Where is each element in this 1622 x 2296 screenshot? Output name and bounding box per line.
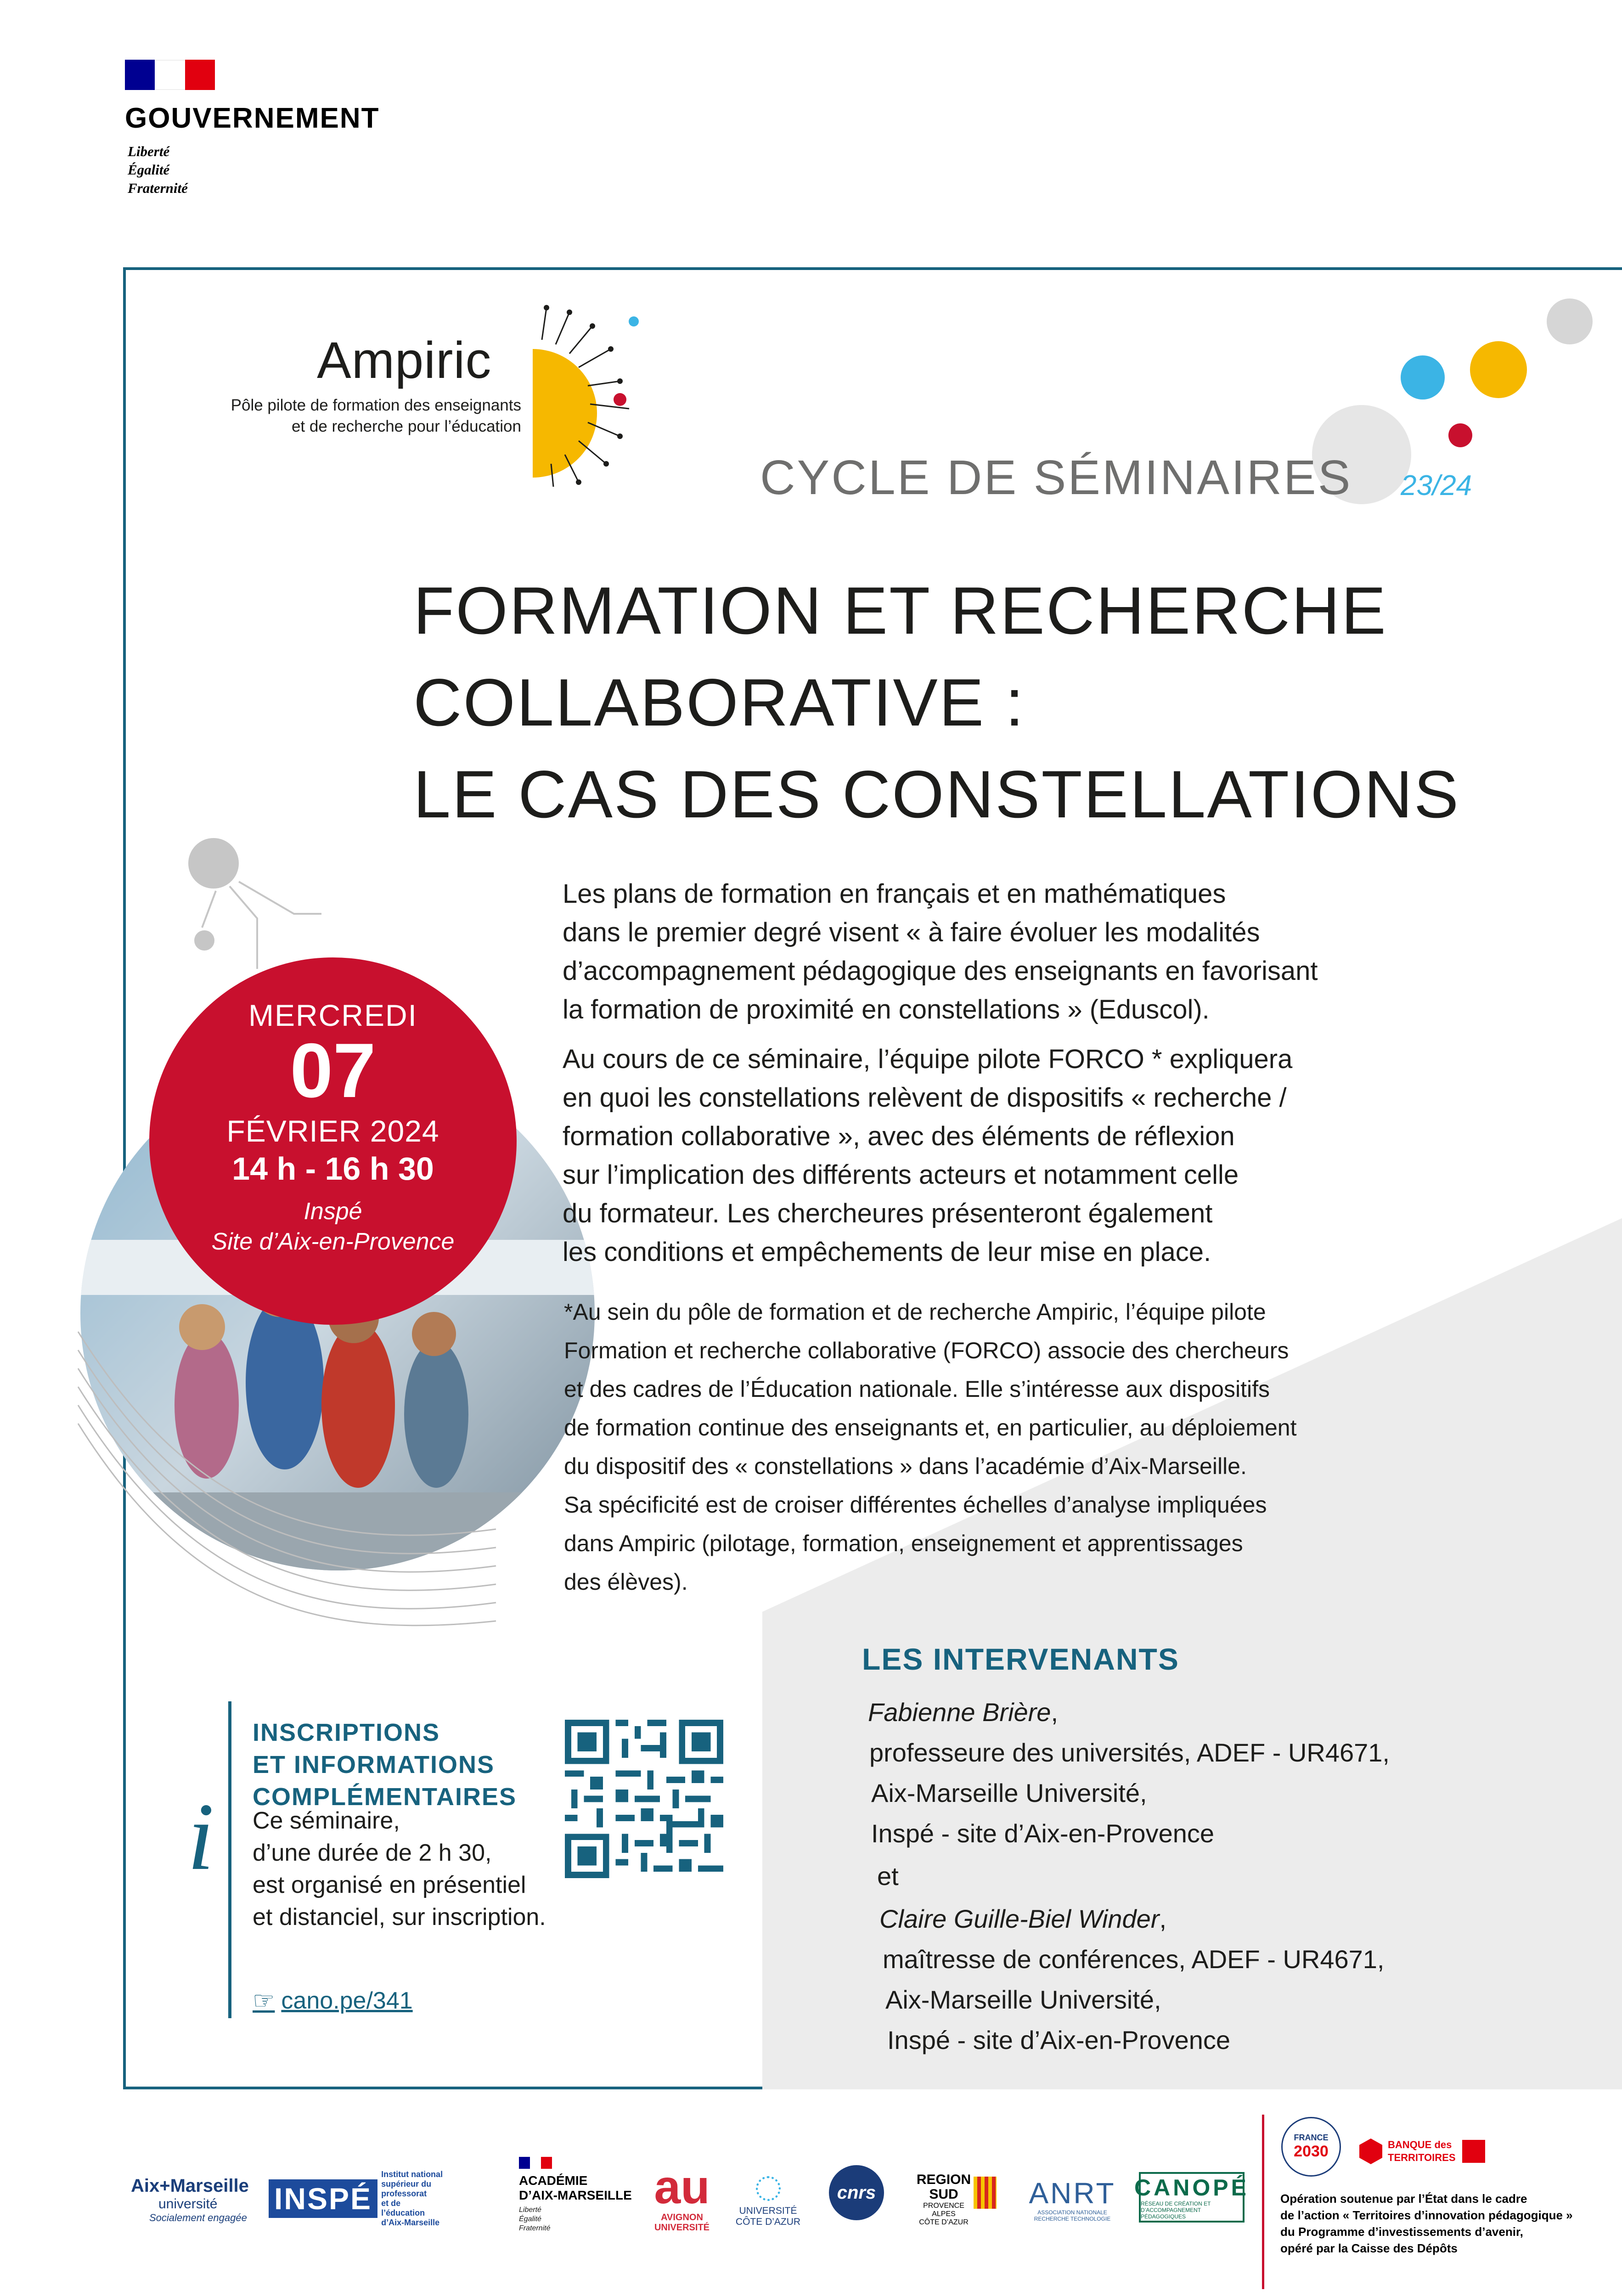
canope-logo: CANOPÉ RÉSEAU DE CRÉATION ET D’ACCOMPAGNEMENT PÉDAGOGIQUES xyxy=(1139,2172,1245,2223)
aix-marseille-universite-logo: Aix+Marseille université Socialement engagée xyxy=(131,2175,249,2223)
inspe-logo: INSPÉ Institut national supérieur du professorat et de l’éducation d’Aix-Marseille xyxy=(269,2178,443,2220)
date-day: 07 xyxy=(290,1027,376,1114)
speakers-heading: LES INTERVENANTS xyxy=(862,1642,1179,1676)
speaker-2-role: maîtresse de conférences, ADEF - UR4671, xyxy=(883,1945,1385,1974)
info-title: INSCRIPTIONS ET INFORMATIONS COMPLÉMENTAIRES xyxy=(253,1719,517,1811)
page-title: FORMATION ET RECHERCHE COLLABORATIVE : LE CAS DES CONSTELLATIONS xyxy=(413,573,1460,832)
avignon-universite-logo: au AVIGNON UNIVERSITÉ xyxy=(654,2161,710,2233)
caisse-des-depots-icon xyxy=(1462,2140,1485,2163)
date-weekday: MERCREDI xyxy=(248,998,417,1032)
ampiric-name: Ampiric xyxy=(317,332,492,389)
date-time: 14 h - 16 h 30 xyxy=(232,1151,434,1187)
speaker-2-site: Inspé - site d’Aix-en-Provence xyxy=(887,2026,1231,2054)
ampiric-logo-icon xyxy=(514,294,652,487)
info-divider xyxy=(228,1701,231,2018)
universite-cote-azur-logo: UNIVERSITÉ CÔTE D’AZUR xyxy=(735,2170,801,2234)
speaker-2-name-line: Claire Guille-Biel Winder, xyxy=(879,1904,1167,1933)
registration-link[interactable]: ☞ cano.pe/341 xyxy=(253,1987,413,2015)
speaker-1-name: Fabienne Brière xyxy=(868,1698,1051,1727)
date-place: Inspé Site d’Aix-en-Provence xyxy=(211,1198,455,1255)
cnrs-logo: cnrs xyxy=(829,2165,884,2220)
info-text: Ce séminaire, d’une durée de 2 h 30, est organisé en présentiel et distanciel, sur inscription. xyxy=(253,1807,546,1930)
ampiric-subtitle: Pôle pilote de formation des enseignants et de recherche pour l’éducation xyxy=(231,396,521,435)
cycle-label: CYCLE DE SÉMINAIRES xyxy=(760,450,1352,505)
speakers-conjunction: et xyxy=(877,1862,899,1891)
info-icon: i xyxy=(187,1784,214,1890)
date-badge xyxy=(149,957,517,1325)
hexagon-icon xyxy=(1359,2138,1382,2164)
intro-paragraph: Les plans de formation en français et en mathématiques dans le premier degré visent « à faire évoluer les modalités d’accompagnement pédagogique des enseignants en favorisant la formation de proximité en constellations » (Eduscol). xyxy=(563,879,1318,1024)
operation-note: Opération soutenue par l’État dans le cadre de l’action « Territoires d’innovation pédagogique » du Programme d’investissements d’avenir, opéré par la Caisse des Dépôts xyxy=(1280,2192,1573,2255)
speaker-1-role: professeure des universités, ADEF - UR4671, xyxy=(869,1738,1390,1767)
footer-separator xyxy=(1262,2115,1264,2289)
government-motto: Liberté Égalité Fraternité xyxy=(128,143,188,196)
qr-code[interactable] xyxy=(565,1720,723,1878)
speaker-1-name-line: Fabienne Brière, xyxy=(868,1698,1059,1727)
region-blazon-icon xyxy=(974,2177,997,2209)
date-month-year: FÉVRIER 2024 xyxy=(226,1114,439,1148)
cycle-year: 23/24 xyxy=(1401,470,1472,501)
region-sud-logo: REGION SUD PROVENCE ALPES CÔTE D’AZUR xyxy=(900,2163,987,2236)
seminar-paragraph: Au cours de ce séminaire, l’équipe pilote FORCO * expliquera en quoi les constellations relèvent de dispositifs « recherche / formation collaborative », avec des éléments de réflexion sur l’implication des différents acteurs et notamment celle du formateur. Les chercheures présenteront également les conditions et empêchements de leur mise en place. xyxy=(563,1044,1293,1267)
academie-aix-marseille-logo: ACADÉMIE D’AIX-MARSEILLE Liberté Égalité Fraternité xyxy=(519,2156,643,2234)
speaker-1-site: Inspé - site d’Aix-en-Provence xyxy=(871,1819,1215,1848)
speaker-2-university: Aix-Marseille Université, xyxy=(885,1985,1161,2014)
anrt-logo: ANRT ASSOCIATION NATIONALE RECHERCHE TECHNOLOGIE xyxy=(1029,2177,1116,2222)
banque-des-territoires-logo: BANQUE des TERRITOIRES xyxy=(1359,2131,1518,2172)
france-2030-logo: FRANCE 2030 xyxy=(1281,2117,1341,2177)
uca-dots-icon xyxy=(756,2176,781,2201)
speaker-1-university: Aix-Marseille Université, xyxy=(871,1778,1147,1807)
forco-footnote-paragraph: *Au sein du pôle de formation et de recherche Ampiric, l’équipe pilote Formation et recherche collaborative (FORCO) associe des chercheurs et des cadres de l’Éducation nationale. Elle s’intéresse aux dispositifs de formation continue des enseignants et, en particulier, au déploiement du dispositif des « constellations » dans l’académie d’Aix-Marseille. Sa spécificité est de croiser différentes échelles d’analyse impliquées dans Ampiric (pilotage, formation, enseignement et apprentissages des élèves). xyxy=(564,1299,1297,1595)
french-flag-icon xyxy=(519,2157,552,2169)
speaker-2-name: Claire Guille-Biel Winder xyxy=(879,1904,1160,1933)
government-title: GOUVERNEMENT xyxy=(125,102,380,134)
pointing-hand-icon: ☞ xyxy=(253,1987,275,2015)
